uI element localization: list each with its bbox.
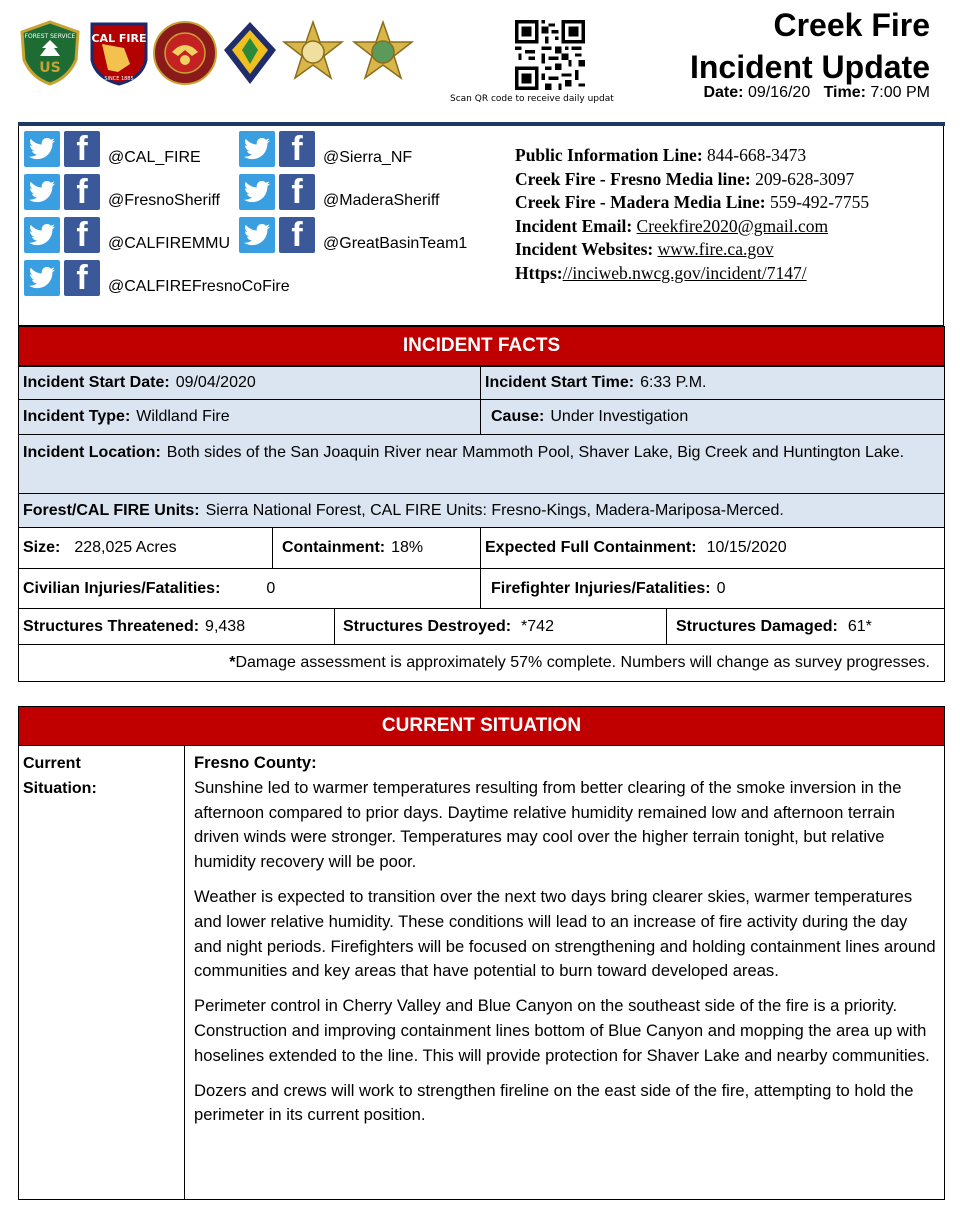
facebook-icon[interactable]: f [64,174,100,210]
firefighter-injuries-label: Firefighter Injuries/Fatalities: [491,579,711,597]
cal-fire-logo [88,20,152,84]
forest-service-logo-text: FOREST SERVICE [24,33,76,40]
structures-damaged-label: Structures Damaged: [676,617,838,635]
twitter-icon[interactable] [24,260,60,296]
note-asterisk: * [229,654,236,671]
expected-containment-label: Expected Full Containment: [485,539,697,556]
title-line-2: Incident Update [689,49,930,85]
note-text: Damage assessment is approximately 57% complete. Numbers will change as survey progresses. [235,654,930,671]
public-info-phone[interactable]: 844-668-3473 [707,145,807,165]
situation-content-cell [184,745,945,1200]
social-madera-sheriff[interactable] [239,174,439,210]
units-value: Sierra National Forest, CAL FIRE Units: Fresno-Kings, Madera-Mariposa-Merced. [205,501,784,519]
incident-location-cell [18,434,945,494]
svg-text:US: US [39,60,61,76]
situation-paragraph: Dozers and crews will work to strengthen fireline on the east side of the fire, attempting to hold the perimeter in its current position. [194,1080,914,1125]
expected-containment-cell [480,527,945,569]
email-label: Incident Email: [515,215,633,236]
incident-type-label: Incident Type: [23,408,131,425]
units-cell [18,493,945,528]
social-sierra-nf[interactable] [239,131,412,167]
title-line-1: Creek Fire [773,7,930,43]
inciweb-link[interactable]: //inciweb.nwcg.gov/incident/7147/ [562,262,807,283]
civilian-injuries-label: Civilian Injuries/Fatalities: [23,579,221,597]
qr-code[interactable] [515,20,585,90]
situation-paragraph: Perimeter control in Cherry Valley and Blue Canyon on the southeast side of the fire is a priority. Construction and improving containment lines bottom of Blue Canyon and mopping the area up with hoselines extended to the line. This will provide protection for Shaver Lake and nearby communities. [194,996,930,1065]
county-heading: Fresno County: [194,753,317,772]
size-label: Size: [23,539,61,556]
social-great-basin[interactable] [239,217,467,253]
fresno-sheriff-star [280,20,344,84]
damage-note [18,644,945,682]
firefighter-injuries-cell [480,568,945,609]
social-handle[interactable]: @MaderaSheriff [323,192,440,209]
cal-fire-logo-subtext: SINCE 1885 [104,76,134,82]
social-handle[interactable]: @FresnoSheriff [108,192,220,209]
twitter-icon[interactable] [24,174,60,210]
social-handle[interactable]: @Sierra_NF [323,149,413,166]
structures-threatened-cell [18,608,335,645]
civilian-injuries-cell [18,568,481,609]
social-calfire-mmu[interactable] [24,217,230,253]
structures-threatened-value: 9,438 [205,617,246,635]
incident-websites [515,238,925,262]
cause-cell [480,399,945,435]
units-label: Forest/CAL FIRE Units: [23,501,200,519]
size-cell [18,527,273,569]
start-time-cell [480,366,945,400]
structures-threatened-label: Structures Threatened: [23,617,200,635]
twitter-icon[interactable] [24,217,60,253]
facebook-icon[interactable]: f [64,217,100,253]
twitter-icon[interactable] [239,174,275,210]
incident-type-cell [18,399,481,435]
qr-caption: Scan QR code to receive daily updat [450,94,614,104]
url-prefix: Https: [515,262,563,283]
facebook-icon[interactable]: f [64,131,100,167]
containment-label: Containment: [282,539,386,556]
facebook-icon[interactable]: f [64,260,100,296]
expected-containment-value: 10/15/2020 [706,539,787,556]
situation-label-line-1: Current [23,755,81,772]
social-cal-fire[interactable] [24,131,201,167]
time-label: Time: [823,84,866,101]
public-info-line [515,144,925,168]
social-handle[interactable]: @GreatBasinTeam1 [323,235,468,252]
structures-damaged-cell [666,608,945,645]
civilian-injuries-value: 0 [266,579,276,597]
size-value: 228,025 Acres [74,539,177,556]
fresno-media-label: Creek Fire - Fresno Media line: [515,168,751,189]
facebook-icon[interactable]: f [279,217,315,253]
structures-destroyed-label: Structures Destroyed: [343,617,512,635]
structures-destroyed-value: *742 [521,617,554,635]
cause-label: Cause: [491,408,545,425]
fresno-media-line [515,168,925,192]
forest-service-logo [18,20,82,84]
madera-media-phone[interactable]: 559-492-7755 [769,192,870,212]
social-handle[interactable]: @CALFIREFresnoCoFire [108,278,290,295]
incident-type-value: Wildland Fire [136,408,230,425]
firefighter-injuries-value: 0 [716,579,726,597]
madera-county-logo [222,20,286,84]
incident-location-label: Incident Location: [23,444,161,461]
twitter-icon[interactable] [239,217,275,253]
email-link[interactable]: Creekfire2020@gmail.com [636,215,829,236]
facebook-icon[interactable]: f [279,131,315,167]
facebook-icon[interactable]: f [279,174,315,210]
containment-cell [272,527,481,569]
situation-label-cell [18,745,185,1200]
page-title [690,4,930,88]
twitter-icon[interactable] [239,131,275,167]
current-situation-heading: CURRENT SITUATION [18,706,945,746]
fresno-media-phone[interactable]: 209-628-3097 [755,168,855,189]
structures-damaged-value: 61* [847,617,872,635]
madera-media-label: Creek Fire - Madera Media Line: [515,192,766,212]
contact-section [18,126,944,326]
date-value: 09/16/20 [747,84,811,101]
incident-email [515,215,925,239]
social-fresno-sheriff[interactable] [24,174,220,210]
update-datetime [703,84,930,102]
incident-facts-heading: INCIDENT FACTS [18,326,945,366]
situation-paragraph: Weather is expected to transition over the next two days bring clearer skies, warmer temperatures and lower relative humidity. These conditions will lead to an increase of fire activity during the day and night periods. Firefighters will be focused on strengthening and holding containment lines around communities and key areas that have potential to burn toward developed areas. [194,886,936,981]
situation-label-line-2: Situation: [23,780,97,797]
date-label: Date: [703,84,744,101]
containment-value: 18% [391,539,424,556]
social-handle[interactable]: @CALFIREMMU [108,235,231,252]
emergency-services-seal [152,20,216,84]
social-handle[interactable]: @CAL_FIRE [108,149,201,166]
situation-paragraph: Sunshine led to warmer temperatures resulting from better clearing of the smoke inversion in the afternoon compared to prior days. Daytime relative humidity remained low and afternoon terrain driven winds were stronger. Temperatures may cool over the higher terrain tonight, but relative humidity recovery will be poor. [194,777,902,872]
websites-label: Incident Websites: [515,239,654,259]
inciweb-line [515,262,925,286]
start-time-label: Incident Start Time: [485,374,635,391]
time-value: 7:00 PM [870,84,930,101]
structures-destroyed-cell [334,608,667,645]
start-time-value: 6:33 P.M. [640,374,707,391]
social-calfire-fresno[interactable] [24,260,290,296]
start-date-value: 09/04/2020 [175,374,256,391]
start-date-label: Incident Start Date: [23,374,170,391]
incident-location-value: Both sides of the San Joaquin River near Mammoth Pool, Shaver Lake, Big Creek and Huntington Lake. [166,444,905,461]
madera-media-line [515,191,925,215]
public-info-label: Public Information Line: [515,145,703,165]
website-link[interactable]: www.fire.ca.gov [657,239,774,259]
twitter-icon[interactable] [24,131,60,167]
start-date-cell [18,366,481,400]
cal-fire-logo-text: CAL FIRE [91,32,147,45]
madera-sheriff-star [350,20,414,84]
contact-info [515,144,925,285]
cause-value: Under Investigation [550,408,689,425]
